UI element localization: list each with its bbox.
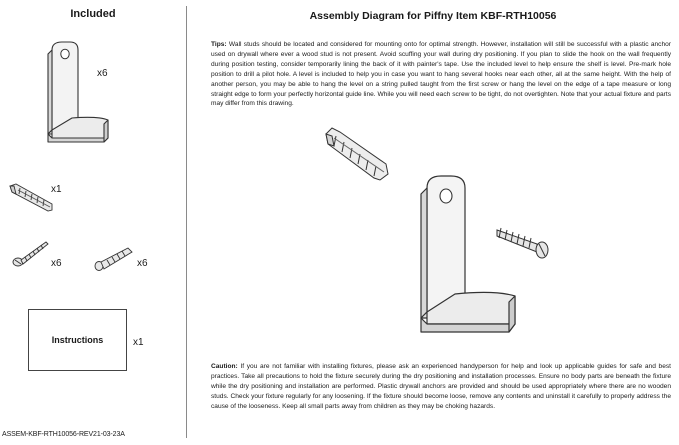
large-anchor-icon [320, 124, 394, 188]
large-screw-icon [493, 222, 553, 262]
tips-label: Tips: [211, 41, 227, 48]
caution-paragraph [211, 362, 671, 412]
instructions-label: Instructions [51, 335, 104, 345]
tips-text: Wall studs should be located and considered for mounting onto for optimal strength. However, installation will still be successful with a plastic anchor used on drywall where ever a wood stud is not present. Avoid scuffing your wall during dry positioning. If you plan to slide the hook on the wall frequently during position testing, consider temporarily lining the back of it with painter's tape. Use the included level to help ensure the shelf is level. Pre-mark hole position to drill a pilot hole. A level is included to help you in case you want to hang several hooks near each other, all at the same height. With the help of another person, you may be able to hang the level on a string pulled taught from the first screw or hang the level on the edge of a tape measure or long straight edge to form your perfectly horizontal guide line. While you will need each screw to be tight, do not overtighten. Note that your actual fixture and parts may differ from this drawing. [211, 41, 671, 108]
included-title: Included [70, 8, 116, 20]
diagram-title: Assembly Diagram for Piffny Item KBF-RTH10056 [309, 10, 557, 22]
included-panel [0, 0, 186, 445]
tips-paragraph [211, 40, 671, 109]
hook-quantity: x6 [97, 68, 108, 79]
plastic-anchor-icon [92, 244, 136, 274]
instructions-quantity: x1 [133, 337, 144, 348]
assembly-panel [187, 0, 679, 445]
document-code: ASSEM-KBF-RTH10056-REV21-03-23A [2, 431, 125, 438]
screw-icon [8, 236, 52, 272]
screw-quantity: x6 [51, 258, 62, 269]
anchor-quantity: x6 [137, 258, 148, 269]
anchor-single-quantity: x1 [51, 184, 62, 195]
hook-bracket-icon [42, 38, 122, 150]
caution-text: If you are not familiar with installing fixtures, please ask an experienced handyperson for help and look up applicable guides for safe and best practices. Take all precautions to hold the fixture securely during the dry positioning and installation processes. Ensure no body parts are beneath the fixture while the dry positioning and installation are performed. Plastic drywall anchors are provided and should be used appropriately where there are no wooden studs. Check your fixture regularly for any loosening. If the fixture should become loose, remove any contents and uninstall it carefully to properly address the cause of the looseness. Keep all small parts away from children as they may be choking hazards. [211, 363, 671, 410]
instructions-box [28, 309, 127, 371]
caution-label: Caution: [211, 363, 238, 370]
